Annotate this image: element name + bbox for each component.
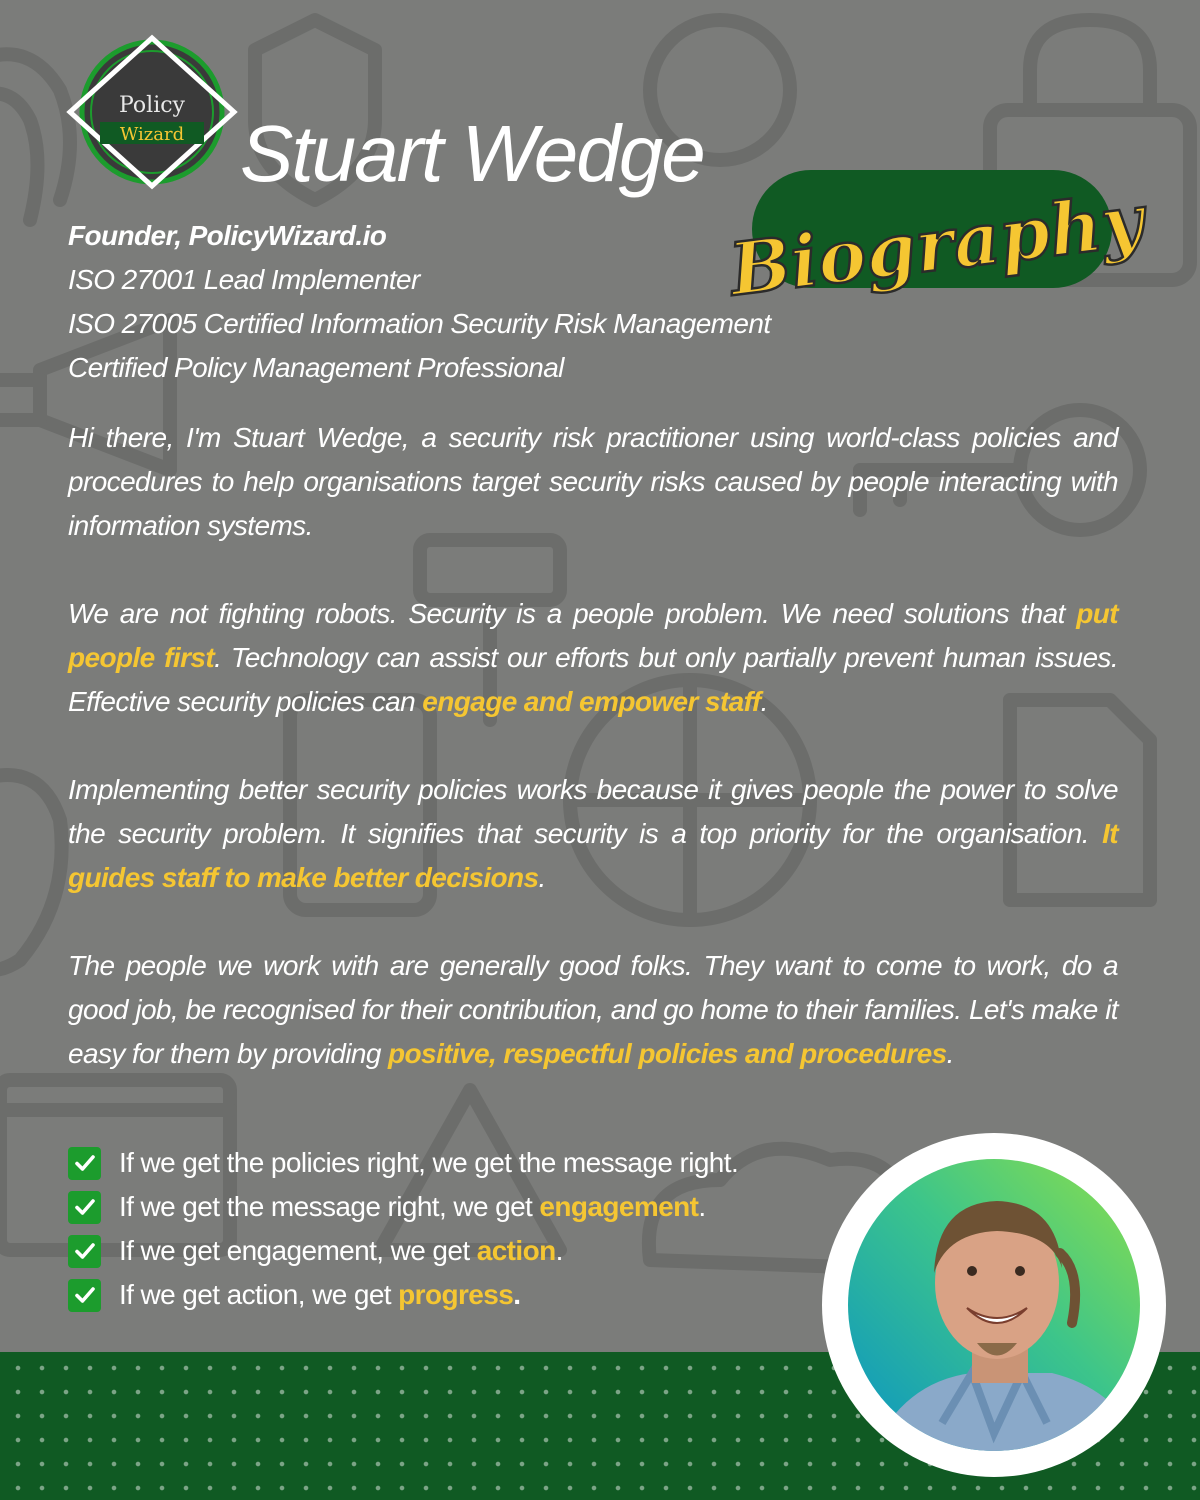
paragraph-text: . <box>538 862 546 893</box>
person-name: Stuart Wedge <box>240 109 704 198</box>
highlight-positive-policies: positive, respectful policies and procedures <box>387 1038 947 1069</box>
checklist-text-main: If we get the message right, we get <box>119 1191 540 1222</box>
biography-text <box>68 416 1118 1120</box>
paragraph-text: We are not fighting robots. Security is a people problem. We need solutions that <box>68 598 1077 629</box>
credential-founder: Founder, PolicyWizard.io <box>68 220 387 251</box>
checklist-text <box>119 1235 563 1267</box>
checklist-highlight: action <box>476 1235 556 1266</box>
paragraph-text: . <box>946 1038 954 1069</box>
highlight-better-decisions: It guides staff to make better decisions <box>68 818 1118 893</box>
bug-icon <box>0 775 62 970</box>
highlight-engage-empower: engage and empower staff <box>422 686 761 717</box>
check-icon <box>68 1147 101 1180</box>
checklist-text-end: . <box>513 1279 521 1310</box>
logo-line2: Wizard <box>119 124 185 145</box>
credential-iso27001: ISO 27001 Lead Implementer <box>68 264 420 295</box>
paragraph-text: . Technology can assist our efforts but only partially prevent human issues. Effective security policies can <box>68 642 1119 717</box>
paragraph-text: The people we work with are generally good folks. They want to come to work, do a good job, be recognised for their contribution, and go home to their families. Let's make it easy for them by providing <box>68 950 1118 1069</box>
check-icon <box>68 1191 101 1224</box>
checklist-item <box>68 1229 828 1273</box>
checklist-text-main: If we get action, we get <box>119 1279 399 1310</box>
checklist-text <box>119 1279 520 1311</box>
checklist-text-end: . <box>698 1191 706 1222</box>
highlight-put-people-first: put people first <box>68 598 1118 673</box>
checklist-text <box>119 1147 738 1179</box>
checklist <box>68 1141 828 1317</box>
checklist-text-end: . <box>555 1235 563 1266</box>
paragraph-good-folks <box>68 944 1118 1076</box>
check-icon <box>68 1279 101 1312</box>
checklist-highlight: engagement <box>539 1191 699 1222</box>
logo-line1: Policy <box>119 93 185 118</box>
checklist-text-main: If we get engagement, we get <box>119 1235 477 1266</box>
credentials-list <box>68 214 888 390</box>
checklist-item <box>68 1141 828 1185</box>
avatar <box>822 1133 1166 1477</box>
credential-cpmp: Certified Policy Management Professional <box>68 352 564 383</box>
checklist-text-main: If we get the policies right, we get the message right. <box>119 1147 739 1178</box>
paragraph-text: Implementing better security policies works because it gives people the power to solve the security problem. It signifies that security is a top priority for the organisation. <box>68 774 1118 849</box>
policy-wizard-logo <box>64 32 240 192</box>
credential-iso27005: ISO 27005 Certified Information Security Risk Management <box>68 308 771 339</box>
biography-badge-text: Biography <box>725 176 1149 312</box>
fingerprint-icon <box>0 54 70 220</box>
checklist-item <box>68 1273 828 1317</box>
paragraph-people-problem <box>68 592 1118 724</box>
checklist-text <box>119 1191 706 1223</box>
checklist-highlight: progress <box>398 1279 514 1310</box>
paragraph-text: . <box>760 686 768 717</box>
paragraph-intro: Hi there, I'm Stuart Wedge, a security risk practitioner using world-class policies and procedures to help organisations target security risks caused by people interacting with information systems. <box>68 422 1118 541</box>
check-icon <box>68 1235 101 1268</box>
paragraph-better-policies <box>68 768 1118 900</box>
checklist-item <box>68 1185 828 1229</box>
